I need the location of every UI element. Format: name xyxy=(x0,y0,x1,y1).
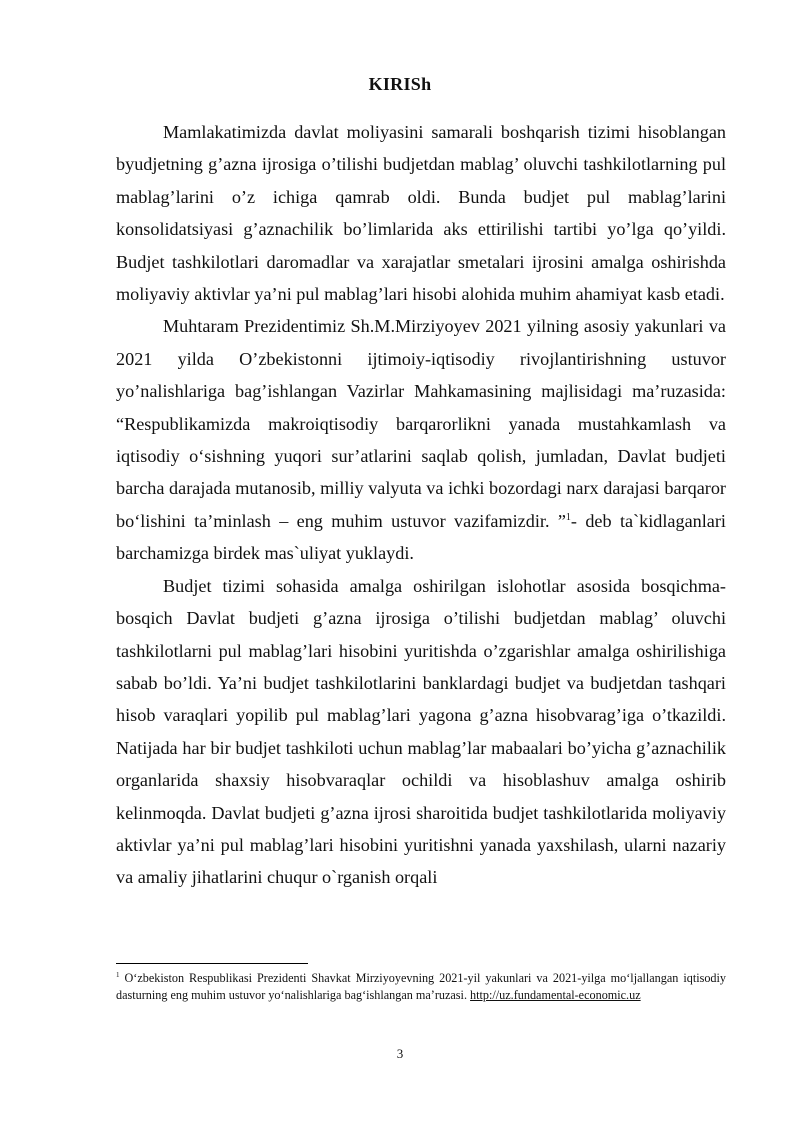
page-number: 3 xyxy=(396,1046,404,1061)
paragraph-2 xyxy=(116,310,726,569)
footnote-mark: 1 xyxy=(116,970,120,979)
paragraph-1-text: Mamlakatimizda davlat moliyasini samarali boshqarish tizimi hisoblangan byudjetning g’azna ijrosiga o’tilishi budjetdan mablag’ oluvchi tashkilotlarning pul mablag’larini o’z ichiga qamrab oldi. Bunda budjet pul mablag’larini konsolidatsiyasi g’aznachilik bo’limlarida aks ettirilishi tartibi yo’lga qo’yildi. Budjet tashkilotlari daromadlar va xarajatlar smetalari ijrosini amalga oshirishda moliyaviy aktivlar ya’ni pul mablag’lari hisobi alohida muhim ahamiyat kasb etadi. xyxy=(116,122,726,305)
paragraph-3-text: Budjet tizimi sohasida amalga oshirilgan islohotlar asosida bosqichma-bosqich Davlat budjeti g’azna ijrosiga o’tilishi budjetdan mablag’ oluvchi tashkilotlarni pul mablag’lari hisobini yuritishda o’zgarishlar amalga oshirilishiga sabab bo’ldi. Ya’ni budjet tashkilotlarini banklardagi budjet va budjetdan tashqari hisob varaqlari yopilib pul mablag’lari yagona g’azna hisobvarag’iga o’tkazildi. Natijada har bir budjet tashkiloti uchun mablag’lar mabaalari bo’yicha g’aznachilik organlarida shaxsiy hisobvaraqlar ochildi va hisoblashuv amalga oshirib kelinmoqda. Davlat budjeti g’azna ijrosi sharoitida budjet tashkilotlarida moliyaviy aktivlar ya’ni pul mablag’lari hisobini yuritishni yanada yaxshilash, ularni nazariy va amaliy jihatlarini chuqur o`rganish orqali xyxy=(116,575,726,888)
paragraph-1 xyxy=(116,116,726,310)
footnote-text: O‘zbekiston Respublikasi Prezidenti Shavkat Mirziyoyevning 2021-yil yakunlari va 2021-yilga mo‘ljallangan iqtisodiy dasturning eng muhim ustuvor yo‘nalishlariga bag‘ishlangan ma’ruzasi. xyxy=(116,971,726,1002)
footnote-reference[interactable]: 1 xyxy=(565,511,571,523)
paragraph-3 xyxy=(116,570,726,894)
footnote-separator xyxy=(116,963,308,964)
page-title: KIRISh xyxy=(368,74,432,94)
footnote-link[interactable]: http://uz.fundamental-economic.uz xyxy=(470,987,641,1002)
paragraph-2-text-after: - deb ta`kidlaganlari barchamizga birdek mas`uliyat yuklaydi. xyxy=(116,510,726,564)
body-text xyxy=(116,116,726,894)
footnote xyxy=(116,970,726,1003)
paragraph-2-text: Muhtaram Prezidentimiz Sh.M.Mirziyoyev 2021 yilning asosiy yakunlari va 2021 yilda O’zbekistonni ijtimoiy-iqtisodiy rivojlantirishning ustuvor yo’nalishlariga bag’ishlangan Vazirlar Mahkamasining majlisidagi ma’ruzasida: “Respublikamizda makroiqtisodiy barqarorlikni yanada mustahkamlash va iqtisodiy o‘sishning yuqori sur’atlarini saqlab qolish, jumladan, Davlat budjeti barcha darajada mutanosib, milliy valyuta va ichki bozordagi narx darajasi barqaror bo‘lishini ta’minlash – eng muhim ustuvor vazifamizdir. ” xyxy=(116,316,726,531)
